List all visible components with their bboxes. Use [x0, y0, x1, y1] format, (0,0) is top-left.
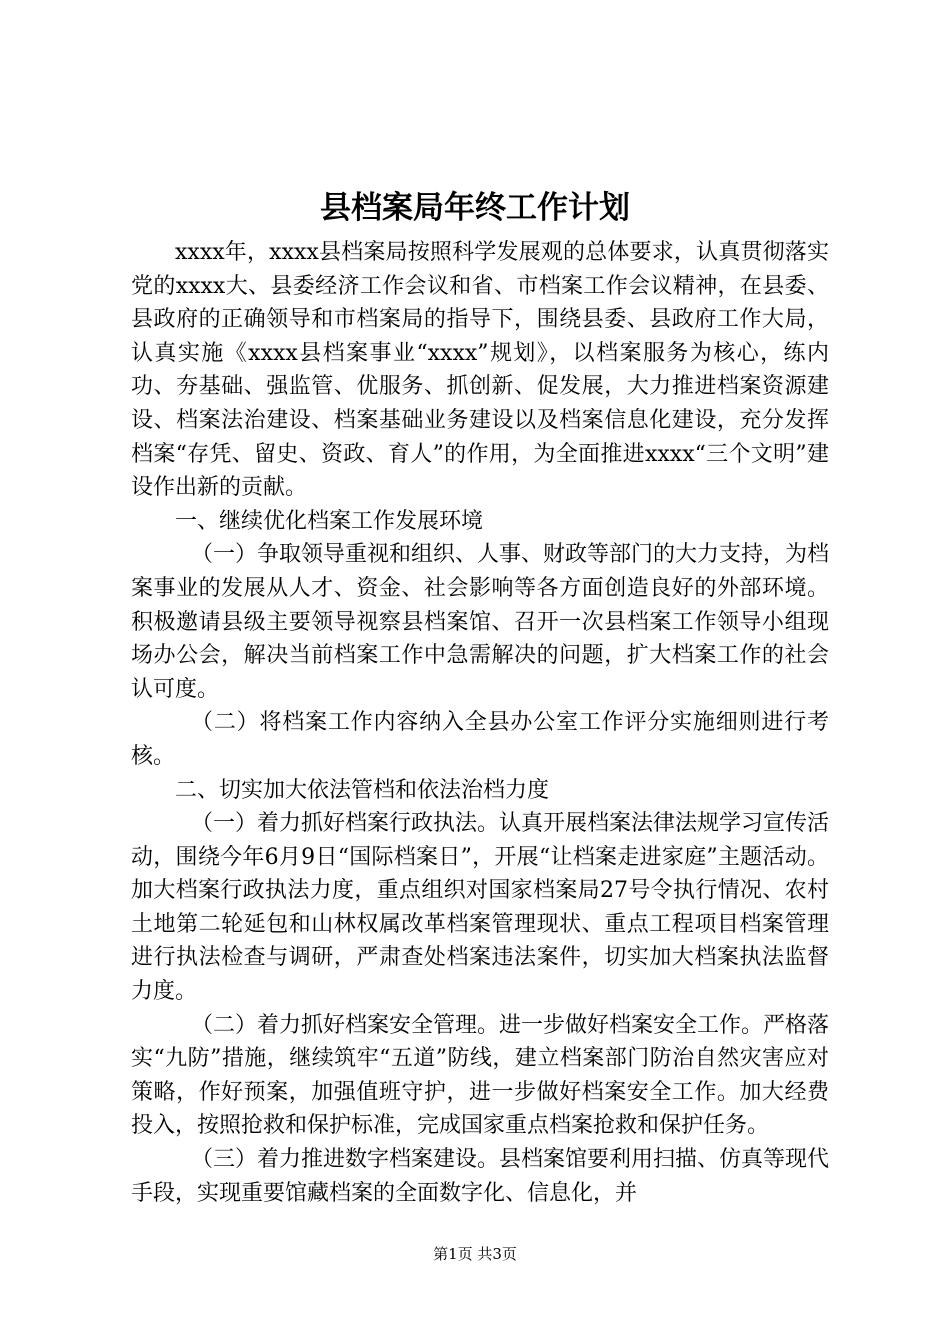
section-heading-2: 二、切实加大依法管档和依法治档力度 [175, 777, 550, 803]
section-2-item-3: （三）着力推进数字档案建设。县档案馆要利用扫描、仿真等现代手段，实现重要馆藏档案的全面数字化、信息化，并 [131, 1147, 830, 1206]
section-1-item-2: （二）将档案工作内容纳入全县办公室工作评分实施细则进行考核。 [131, 710, 829, 769]
section-2-item-1: （一）着力抓好档案行政执法。认真开展档案法律法规学习宣传活动，围绕今年6月9日“国际档案日”，开展“让档案走进家庭”主题活动。加大档案行政执法力度，重点组织对国家档案局27号令执行情况、农村土地第二轮延包和山林权属改革档案管理现状、重点工程项目档案管理进行执法检查与调研，严肃查处档案违法案件，切实加大档案执法监督力度。 [131, 811, 830, 1005]
section-1-item-1: （一）争取领导重视和组织、人事、财政等部门的大力支持，为档案事业的发展从人才、资金、社会影响等各方面创造良好的外部环境。积极邀请县级主要领导视察县档案馆、召开一次县档案工作领导小组现场办公会，解决当前档案工作中急需解决的问题，扩大档案工作的社会认可度。 [131, 542, 830, 702]
page-footer: 第1页 共3页 [433, 1245, 517, 1263]
intro-paragraph: xxxx年，xxxx县档案局按照科学发展观的总体要求，认真贯彻落实党的xxxx大、县委经济工作会议和省、市档案工作会议精神，在县委、县政府的正确领导和市档案局的指导下，围绕县委、县政府工作大局，认真实施《xxxx县档案事业“xxxx”规划》，以档案服务为核心，练内功、夯基础、强监管、优服务、抓创新、促发展，大力推进档案资源建设、档案法治建设、档案基础业务建设以及档案信息化建设，充分发挥档案“存凭、留史、资政、育人”的作用，为全面推进xxxx“三个文明”建设作出新的贡献。 [131, 240, 829, 501]
section-heading-1: 一、继续优化档案工作发展环境 [175, 508, 484, 534]
section-2-item-2: （二）着力抓好档案安全管理。进一步做好档案安全工作。严格落实“九防”措施，继续筑牢“五道”防线，建立档案部门防治自然灾害应对策略，作好预案，加强值班守护，进一步做好档案安全工作。加大经费投入，按照抢救和保护标准，完成国家重点档案抢救和保护任务。 [131, 1012, 830, 1139]
document-title: 县档案局年终工作计划 [320, 190, 630, 226]
document-body [131, 236, 829, 1210]
